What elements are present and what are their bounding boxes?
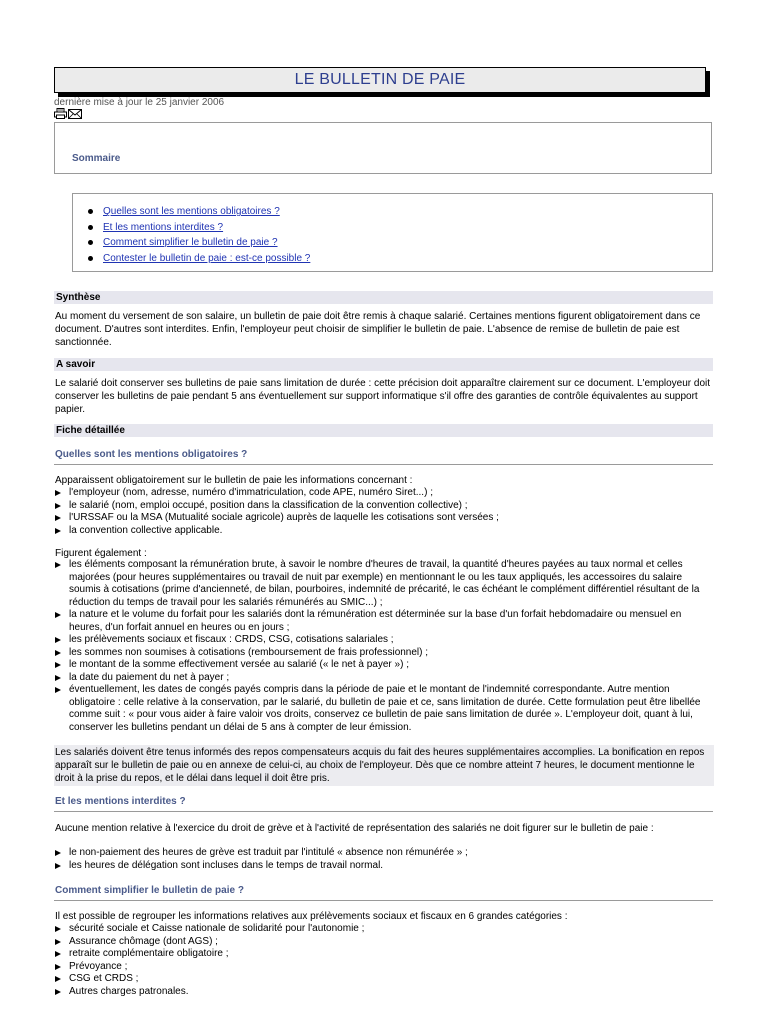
list-item: Prévoyance ;: [54, 961, 714, 974]
list-item: Assurance chômage (dont AGS) ;: [54, 936, 714, 949]
sommaire-label: Sommaire: [72, 153, 121, 164]
list-item: les heures de délégation sont incluses dans le temps de travail normal.: [54, 860, 714, 873]
arrow-bullet-icon: [55, 939, 61, 945]
arrow-bullet-icon: [55, 650, 61, 656]
arrow-bullet-icon: [55, 951, 61, 957]
obligatoires-list-2: [54, 559, 714, 734]
list-item: retraite complémentaire obligatoire ;: [54, 948, 714, 961]
arrow-bullet-icon: [55, 503, 61, 509]
toc-link-obligatoires[interactable]: Quelles sont les mentions obligatoires ?: [103, 206, 280, 218]
arrow-bullet-icon: [55, 687, 61, 693]
page-title: LE BULLETIN DE PAIE: [54, 67, 706, 93]
arrow-bullet-icon: [55, 528, 61, 534]
toolbar: [54, 108, 82, 119]
list-item: CSG et CRDS ;: [54, 973, 714, 986]
list-item: les éléments composant la rémunération brute, à savoir le nombre d'heures de travail, la quantité d'heures payées au taux normal et celles majorées (pour heures supplémentaires ou travail de nuit par exemple) en mentionnant le ou les taux appliqués, les accessoires du salaire soumis à cotisations (prime d'ancienneté, de bilan, pourboires, indemnité de précarité, le cas échéant le complément différentiel résultant de la réduction du temps de travail pour les salariés rémunérés au SMIC...) ;: [54, 559, 714, 609]
list-item: le non-paiement des heures de grève est traduit par l'intitulé « absence non rémunérée » ;: [54, 847, 714, 860]
arrow-bullet-icon: [55, 964, 61, 970]
toc-link-contester[interactable]: Contester le bulletin de paie : est-ce possible ?: [103, 252, 311, 264]
a-savoir-heading: A savoir: [54, 358, 713, 371]
arrow-bullet-icon: [55, 490, 61, 496]
obligatoires-heading: Quelles sont les mentions obligatoires ?: [54, 449, 713, 465]
a-savoir-text: Le salarié doit conserver ses bulletins de paie sans limitation de durée : cette précision doit apparaître clairement sur ce document. L'employeur doit conserver les bulletins de paie pendant 5 ans éventuellement sur support informatique s'il offre des garanties de contrôle équivalentes au support papier.: [55, 378, 711, 415]
list-item: les prélèvements sociaux et fiscaux : CRDS, CSG, cotisations salariales ;: [54, 634, 714, 647]
arrow-bullet-icon: [55, 612, 61, 618]
toc-item: [88, 235, 310, 251]
list-item: la convention collective applicable.: [54, 525, 714, 538]
arrow-bullet-icon: [55, 662, 61, 668]
list-item: le montant de la somme effectivement versée au salarié (« le net à payer ») ;: [54, 659, 714, 672]
simplifier-heading: Comment simplifier le bulletin de paie ?: [54, 885, 713, 901]
simplifier-list: [54, 923, 714, 998]
obligatoires-list-1: [54, 487, 714, 537]
bullet-icon: [88, 240, 93, 245]
bullet-icon: [88, 225, 93, 230]
interdites-intro: Aucune mention relative à l'exercice du droit de grève et à l'activité de représentation des salariés ne doit figurer sur le bulletin de paie :: [55, 823, 654, 834]
interdites-heading: Et les mentions interdites ?: [54, 796, 713, 812]
list-item: la nature et le volume du forfait pour les salariés dont la rémunération est déterminée sur la base d'un forfait hebdomadaire ou mensuel en heures, d'un forfait annuel en heures ou en jours ;: [54, 609, 714, 634]
arrow-bullet-icon: [55, 989, 61, 995]
list-item: le salarié (nom, emploi occupé, position dans la classification de la convention collective) ;: [54, 500, 714, 513]
toc-item: [88, 220, 310, 236]
toc-item: [88, 204, 310, 220]
list-item: éventuellement, les dates de congés payés compris dans la période de paie et le montant de l'indemnité correspondante. Autre mention obligatoire : celle relative à la conservation, par le salarié, du bulletin de paie et ce, sans limitation de durée. Cette formulation peut être libellée comme suit : « pour vous aider à faire valoir vos droits, conservez ce bulletin de paie sans limitation de durée ». L'employeur doit, quant à lui, conserver les bulletins pendant un délai de 5 ans à compter de leur émission.: [54, 684, 714, 734]
list-item: sécurité sociale et Caisse nationale de solidarité pour l'autonomie ;: [54, 923, 714, 936]
obligatoires-note: Les salariés doivent être tenus informés des repos compensateurs acquis du fait des heures supplémentaires accomplies. La bonification en repos apparaît sur le bulletin de paie ou en annexe de celui-ci, au choix de l'employeur. Dès que ce nombre atteint 7 heures, le document mentionne le droit à la prise du repos, et le délai dans lequel il doit être pris.: [54, 745, 714, 786]
list-item: l'employeur (nom, adresse, numéro d'immatriculation, code APE, numéro Siret...) ;: [54, 487, 714, 500]
list-item: l'URSSAF ou la MSA (Mutualité sociale agricole) auprès de laquelle les cotisations sont versées ;: [54, 512, 714, 525]
bullet-icon: [88, 209, 93, 214]
toc-link-simplifier[interactable]: Comment simplifier le bulletin de paie ?: [103, 237, 278, 249]
list-item: Autres charges patronales.: [54, 986, 714, 999]
synthese-text: Au moment du versement de son salaire, un bulletin de paie doit être remis à chaque salarié. Certaines mentions figurent obligatoirement dans ce document. D'autres sont interdites. Enfin, l'employeur peut choisir de simplifier le bulletin de paie. L'absence de remise de bulletin de paie est sanctionnée.: [55, 311, 701, 348]
table-of-contents: [72, 193, 713, 272]
bullet-icon: [88, 256, 93, 261]
arrow-bullet-icon: [55, 976, 61, 982]
sommaire-box: [54, 122, 712, 174]
toc-item: [88, 251, 310, 267]
obligatoires-intro: Apparaissent obligatoirement sur le bulletin de paie les informations concernant :: [55, 475, 413, 486]
list-item: les sommes non soumises à cotisations (remboursement de frais professionnel) ;: [54, 647, 714, 660]
toc-link-interdites[interactable]: Et les mentions interdites ?: [103, 221, 224, 233]
last-updated: dernière mise à jour le 25 janvier 2006: [54, 97, 225, 108]
fiche-heading: Fiche détaillée: [54, 424, 713, 437]
list-item: la date du paiement du net à payer ;: [54, 672, 714, 685]
printer-icon[interactable]: [54, 108, 67, 119]
arrow-bullet-icon: [55, 675, 61, 681]
simplifier-intro: Il est possible de regrouper les informations relatives aux prélèvements sociaux et fiscaux en 6 grandes catégories :: [55, 911, 568, 922]
obligatoires-intro-2: Figurent également :: [55, 548, 147, 559]
arrow-bullet-icon: [55, 926, 61, 932]
synthese-heading: Synthèse: [54, 291, 713, 304]
arrow-bullet-icon: [55, 863, 61, 869]
arrow-bullet-icon: [55, 515, 61, 521]
arrow-bullet-icon: [55, 637, 61, 643]
arrow-bullet-icon: [55, 562, 61, 568]
arrow-bullet-icon: [55, 850, 61, 856]
interdites-list: [54, 847, 714, 872]
envelope-icon[interactable]: [68, 108, 82, 119]
